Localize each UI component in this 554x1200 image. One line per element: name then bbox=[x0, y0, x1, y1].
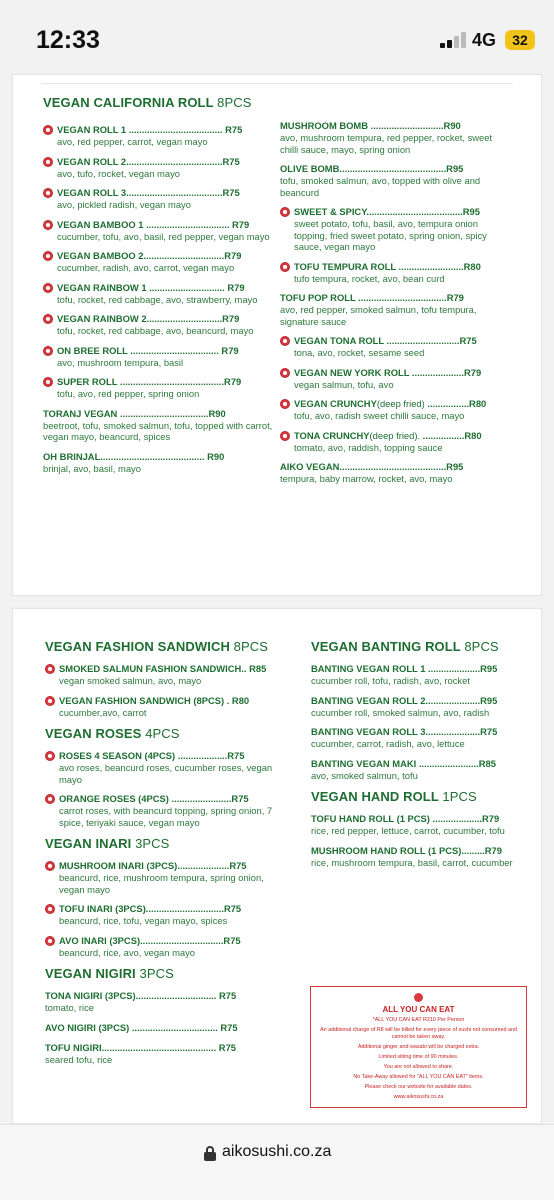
menu-item-description: tomato, avo, raddish, topping sauce bbox=[294, 441, 443, 453]
menu-item bbox=[43, 345, 283, 369]
menu-item-description: vegan salmun, tofu, avo bbox=[294, 378, 394, 390]
menu-item bbox=[45, 860, 285, 895]
menu-item-description: beancurd, rice, mushroom tempura, spring onion, vegan mayo bbox=[59, 872, 264, 895]
sushi-icon bbox=[45, 664, 55, 674]
menu-item bbox=[280, 163, 502, 198]
menu-item-name: MUSHROOM INARI (3PCS)....................R75 bbox=[59, 860, 247, 871]
sushi-icon bbox=[43, 220, 53, 230]
sushi-icon bbox=[280, 336, 290, 346]
section-title: VEGAN FASHION SANDWICH 8PCS bbox=[45, 639, 269, 654]
menu-item bbox=[280, 398, 502, 422]
sushi-icon bbox=[43, 314, 53, 324]
menu-item bbox=[45, 793, 285, 828]
menu-item-description: beancurd, rice, tofu, vegan mayo, spices bbox=[59, 915, 228, 926]
menu-item bbox=[45, 663, 285, 687]
sushi-icon bbox=[280, 262, 290, 272]
menu-item-description: tofu, avo, radish sweet chilli sauce, mayo bbox=[294, 410, 465, 421]
menu-page-california bbox=[12, 74, 542, 596]
sushi-icon bbox=[45, 794, 55, 804]
menu-item-name: OH BRINJAL........................................ R90 bbox=[43, 450, 225, 462]
menu-item-description: avo, red pepper, carrot, vegan mayo bbox=[57, 136, 208, 147]
menu-item-description: avo, mushroom tempura, basil bbox=[57, 356, 184, 368]
menu-item-name: TOFU HAND ROLL (1 PCS) ...................R79 bbox=[311, 813, 500, 824]
sushi-icon bbox=[45, 696, 55, 706]
menu-item-description: seared tofu, rice bbox=[45, 1053, 113, 1065]
menu-item-description: beetroot, tofu, smoked salmun, tofu, topped with carrot, vegan mayo, beancurd, spices bbox=[43, 419, 273, 442]
menu-item-name: BANTING VEGAN ROLL 3.....................R75 bbox=[311, 726, 498, 737]
sushi-icon bbox=[414, 993, 423, 1002]
left-column bbox=[45, 639, 285, 1073]
menu-item-description: tofu, rocket, red cabbage, avo, beancurd, mayo bbox=[57, 325, 254, 336]
lock-icon bbox=[204, 1146, 216, 1160]
menu-item bbox=[280, 120, 502, 155]
menu-item-name: VEGAN NEW YORK ROLL ....................R79 bbox=[294, 366, 482, 378]
divider bbox=[41, 83, 513, 84]
menu-item bbox=[43, 282, 283, 306]
menu-item bbox=[45, 750, 285, 785]
menu-item-description: carrot roses, with beancurd topping, spring onion, 7 spice, teriyaki sauce, vegan mayo bbox=[59, 805, 273, 828]
sushi-icon bbox=[43, 188, 53, 198]
menu-item-description: avo, tufo, rocket, vegan mayo bbox=[57, 167, 180, 179]
menu-item-description: avo, smoked salmun, tofu bbox=[311, 769, 418, 781]
menu-item bbox=[280, 261, 502, 285]
cellular-signal-icon bbox=[440, 32, 466, 48]
menu-item-description: beancurd, rice, avo, vegan mayo bbox=[59, 946, 196, 958]
ayce-line: Please check our website for available dates. bbox=[364, 1084, 473, 1090]
menu-item-name: TONA CRUNCHY(deep fried). ................R80 bbox=[294, 429, 482, 441]
menu-item bbox=[280, 206, 502, 253]
section-title: VEGAN NIGIRI 3PCS bbox=[45, 966, 174, 981]
ayce-line: www.aikosushi.co.za bbox=[393, 1094, 444, 1100]
section-title: VEGAN BANTING ROLL 8PCS bbox=[311, 639, 499, 654]
menu-item bbox=[280, 461, 502, 485]
menu-item bbox=[311, 813, 531, 837]
menu-item-name: SMOKED SALMUN FASHION SANDWICH.. R85 bbox=[59, 663, 267, 674]
menu-item-description: avo, pickled radish, vegan mayo bbox=[57, 199, 191, 210]
menu-item-description: rice, red pepper, lettuce, carrot, cucumber, tofu bbox=[311, 825, 505, 836]
sushi-icon bbox=[43, 125, 53, 135]
menu-item bbox=[45, 695, 285, 719]
ayce-line: Limited sitting time of 90 minutes. bbox=[378, 1054, 459, 1060]
menu-item bbox=[311, 726, 531, 750]
menu-item-name: VEGAN BAMBOO 1 ................................ R79 bbox=[57, 218, 250, 230]
sushi-icon bbox=[45, 904, 55, 914]
menu-item-name: AVO INARI (3PCS)................................R75 bbox=[59, 934, 241, 946]
sushi-icon bbox=[280, 399, 290, 409]
menu-item-description: tofu, smoked salmun, avo, topped with olive and beancurd bbox=[280, 175, 481, 198]
sushi-icon bbox=[43, 346, 53, 356]
menu-item-name: VEGAN ROLL 1 .................................... R75 bbox=[57, 124, 243, 135]
menu-item bbox=[43, 408, 283, 443]
menu-item-name: TOFU TEMPURA ROLL .........................R80 bbox=[294, 260, 481, 272]
right-column bbox=[280, 120, 502, 493]
menu-item-name: OLIVE BOMB.........................................R95 bbox=[280, 163, 464, 174]
menu-item-description: cucumber roll, tofu, radish, avo, rocket bbox=[311, 675, 470, 686]
network-type: 4G bbox=[472, 30, 497, 50]
menu-item-description: rice, mushroom tempura, basil, carrot, cucumber bbox=[311, 856, 513, 868]
menu-item bbox=[43, 313, 283, 337]
status-bar bbox=[0, 0, 554, 74]
menu-item bbox=[45, 990, 285, 1014]
ayce-line: An additional charge of R8 will be billed for every piece of sushi not consumed and cannot be taken away. bbox=[320, 1027, 517, 1040]
sushi-icon bbox=[43, 377, 53, 387]
menu-item bbox=[43, 124, 283, 148]
menu-item-description: tempura, baby marrow, rocket, avo, mayo bbox=[280, 473, 453, 484]
address-text[interactable]: aikosushi.co.za bbox=[222, 1143, 332, 1160]
menu-item-name: ORANGE ROSES (4PCS) .......................R75 bbox=[59, 793, 249, 804]
status-time: 12:33 bbox=[36, 26, 100, 54]
menu-item bbox=[280, 430, 502, 454]
menu-item-description: avo, mushroom tempura, red pepper, rocket, sweet chilli sauce, mayo, spring onion bbox=[280, 132, 493, 155]
menu-item-name: BANTING VEGAN ROLL 1 ....................R95 bbox=[311, 663, 498, 674]
menu-item bbox=[280, 292, 502, 327]
menu-item bbox=[311, 695, 531, 719]
menu-item-description: cucumber roll, smoked salmun, avo, radish bbox=[311, 706, 490, 718]
menu-item bbox=[311, 663, 531, 687]
menu-item-description: cucumber, carrot, radish, avo, lettuce bbox=[311, 738, 465, 749]
section-title: VEGAN CALIFORNIA ROLL 8PCS bbox=[43, 95, 252, 110]
menu-item-name: VEGAN CRUNCHY(deep fried) ................R80 bbox=[294, 398, 487, 409]
sushi-icon bbox=[280, 431, 290, 441]
sushi-icon bbox=[280, 368, 290, 378]
menu-item bbox=[311, 845, 531, 869]
section-title: VEGAN HAND ROLL 1PCS bbox=[311, 789, 477, 804]
section-title: VEGAN INARI 3PCS bbox=[45, 836, 170, 851]
ayce-line: Additional ginger and wasabi will be charged extra. bbox=[357, 1044, 480, 1050]
menu-item-name: TORANJ VEGAN ..................................R90 bbox=[43, 407, 226, 419]
sushi-icon bbox=[43, 157, 53, 167]
menu-item-description: avo roses, beancurd roses, cucumber roses, vegan mayo bbox=[59, 762, 273, 785]
menu-item-name: SWEET & SPICY.....................................R95 bbox=[294, 206, 480, 217]
menu-item bbox=[280, 335, 502, 359]
right-column bbox=[311, 639, 531, 876]
menu-item-name: VEGAN BAMBOO 2...............................R79 bbox=[57, 250, 242, 261]
menu-item-name: BANTING VEGAN MAKI .......................R85 bbox=[311, 757, 496, 769]
menu-item-name: VEGAN RAINBOW 2.............................R79 bbox=[57, 313, 240, 324]
menu-item bbox=[43, 250, 283, 274]
menu-item bbox=[280, 367, 502, 391]
menu-item-name: TOFU INARI (3PCS)..............................R75 bbox=[59, 903, 242, 914]
sushi-icon bbox=[45, 936, 55, 946]
menu-item-description: vegan smoked salmun, avo, mayo bbox=[59, 675, 202, 686]
sushi-icon bbox=[43, 283, 53, 293]
menu-item bbox=[43, 187, 283, 211]
all-you-can-eat-box bbox=[310, 986, 527, 1108]
sushi-icon bbox=[45, 861, 55, 871]
menu-item-description: tofu, rocket, red cabbage, avo, strawberry, mayo bbox=[57, 293, 258, 305]
sushi-icon bbox=[43, 251, 53, 261]
menu-item bbox=[45, 935, 285, 959]
menu-item bbox=[45, 903, 285, 927]
menu-item-description: tufo tempura, rocket, avo, bean curd bbox=[294, 272, 445, 284]
menu-item-name: BANTING VEGAN ROLL 2.....................R95 bbox=[311, 694, 498, 706]
menu-item-name: AVO NIGIRI (3PCS) ................................. R75 bbox=[45, 1021, 238, 1033]
menu-page-sandwich bbox=[12, 608, 542, 1124]
menu-item-description: avo, red pepper, smoked salmun, tofu tempura, signature sauce bbox=[280, 304, 477, 327]
menu-item-description: cucumber, radish, avo, carrot, vegan mayo bbox=[57, 262, 235, 273]
menu-item-name: TOFU POP ROLL ..................................R79 bbox=[280, 292, 464, 303]
ayce-line: No Take-Away allowed for "ALL YOU CAN EAT" items. bbox=[353, 1074, 484, 1080]
ayce-line: *ALL YOU CAN EAT R210 Per Person bbox=[372, 1017, 465, 1023]
menu-item-description: cucumber,avo, carrot bbox=[59, 706, 147, 718]
menu-item bbox=[43, 451, 283, 475]
menu-item-name: AIKO VEGAN.........................................R95 bbox=[280, 461, 464, 472]
menu-item-name: VEGAN FASHION SANDWICH (8PCS) . R80 bbox=[59, 694, 250, 706]
menu-item-description: sweet potato, tofu, basil, avo, tempura onion topping, fried sweet potato, spring onion, spicy sauce, vegan mayo bbox=[294, 218, 487, 252]
section-title: VEGAN ROSES 4PCS bbox=[45, 726, 180, 741]
menu-item bbox=[311, 758, 531, 782]
browser-address-bar[interactable] bbox=[0, 1124, 554, 1200]
menu-item-name: VEGAN ROLL 3.....................................R75 bbox=[57, 187, 240, 198]
ayce-title: ALL YOU CAN EAT bbox=[382, 1005, 455, 1014]
menu-item-description: brinjal, avo, basil, mayo bbox=[43, 462, 141, 474]
menu-item-name: SUPER ROLL ........................................R79 bbox=[57, 376, 242, 387]
menu-item-description: cucumber, tofu, avo, basil, red pepper, vegan mayo bbox=[57, 230, 270, 242]
menu-item bbox=[45, 1042, 285, 1066]
menu-item bbox=[43, 376, 283, 400]
sushi-icon bbox=[280, 207, 290, 217]
menu-item-description: tofu, avo, red pepper, spring onion bbox=[57, 388, 200, 399]
menu-item-name: TOFU NIGIRI............................................ R75 bbox=[45, 1041, 237, 1053]
menu-item-description: tomato, rice bbox=[45, 1002, 94, 1013]
ayce-line: You are not allowed to share. bbox=[383, 1064, 454, 1070]
menu-item-name: VEGAN ROLL 2.....................................R75 bbox=[57, 155, 240, 167]
left-column bbox=[43, 95, 283, 482]
sushi-icon bbox=[45, 751, 55, 761]
menu-item bbox=[45, 1022, 285, 1034]
menu-item-name: TONA NIGIRI (3PCS)............................... R75 bbox=[45, 990, 237, 1001]
menu-item-name: ROSES 4 SEASON (4PCS) ...................R75 bbox=[59, 750, 245, 761]
menu-item-description: tona, avo, rocket, sesame seed bbox=[294, 347, 425, 358]
menu-item bbox=[43, 219, 283, 243]
menu-item-name: ON BREE ROLL .................................. R79 bbox=[57, 344, 239, 356]
menu-item-name: MUSHROOM BOMB ............................R90 bbox=[280, 120, 461, 131]
menu-item bbox=[43, 156, 283, 180]
menu-item-name: VEGAN RAINBOW 1 ............................. R79 bbox=[57, 281, 245, 293]
menu-item-name: VEGAN TONA ROLL ............................R75 bbox=[294, 335, 477, 346]
battery-icon: 32 bbox=[505, 30, 535, 50]
menu-item-name: MUSHROOM HAND ROLL (1 PCS).........R79 bbox=[311, 844, 502, 856]
